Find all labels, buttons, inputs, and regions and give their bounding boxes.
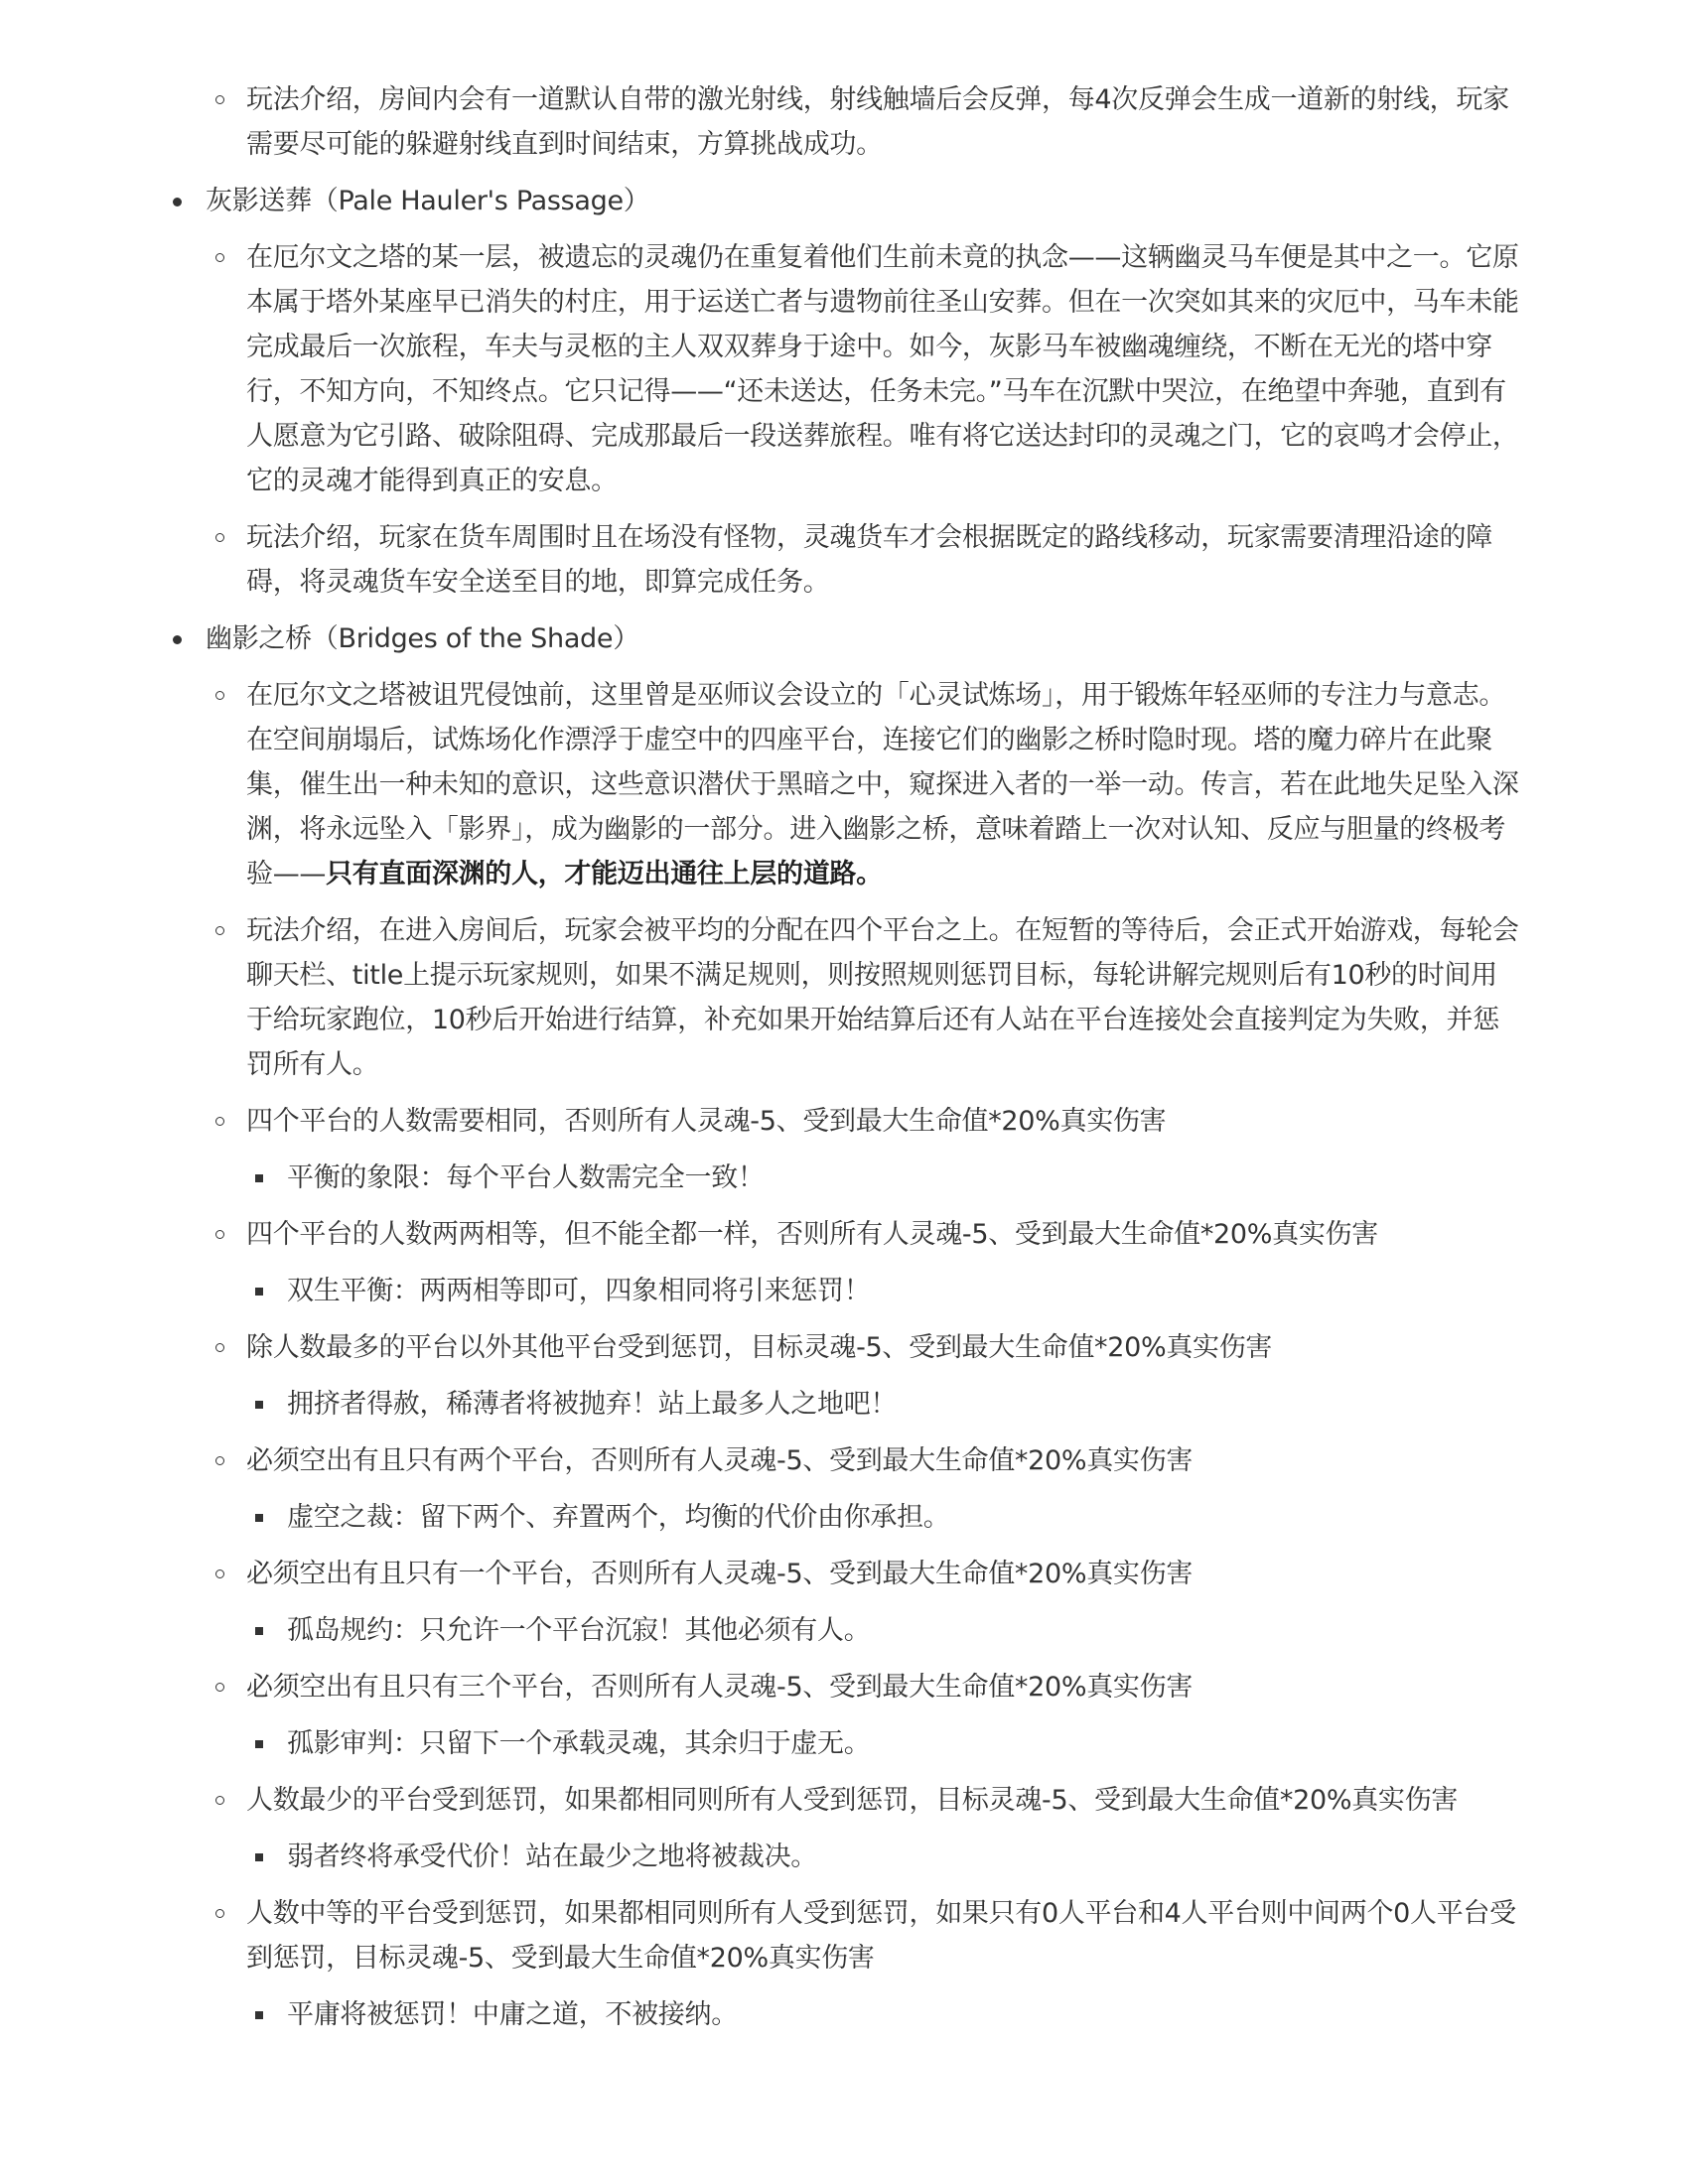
section-title: 灰影送葬（Pale Hauler's Passage） — [206, 186, 650, 216]
circle-bullet-icon — [215, 533, 224, 542]
square-bullet-icon — [255, 2011, 263, 2019]
square-bullet-icon — [255, 1514, 263, 1522]
rule-flavor-text — [287, 1156, 1518, 1200]
item-text: 四个平台的人数需要相同，否则所有人灵魂-5、受到最大生命值*20%真实伤害 — [246, 1106, 1167, 1137]
square-bullet-icon — [255, 1853, 263, 1861]
item-text: 必须空出有且只有一个平台，否则所有人灵魂-5、受到最大生命值*20%真实伤害 — [246, 1559, 1194, 1589]
circle-bullet-icon — [215, 926, 224, 935]
circle-bullet-icon — [215, 1683, 224, 1692]
emphasis-text: 只有直面深渊的人，才能迈出通往上层的道路。 — [326, 859, 883, 889]
item-text: 平衡的象限：每个平台人数需完全一致！ — [287, 1162, 765, 1193]
list-item-laser-rules — [246, 77, 1519, 167]
circle-bullet-icon — [215, 1456, 224, 1465]
item-text: 在厄尔文之塔的某一层，被遗忘的灵魂仍在重复着他们生前未竟的执念——这辆幽灵马车便是其中之一。它原本属于塔外某座早已消失的村庄，用于运送亡者与遗物前往圣山安葬。但在一次突如其来的灾厄中，马车未能完成最后一次旅程，车夫与灵柩的主人双双葬身于途中。如今，灰影马车被幽魂缠绕，不断在无光的塔中穿行，不知方向，不知终点。它只记得——“还未送达，任务未完。”马车在沉默中哭泣，在绝望中奔驰，直到有人愿意为它引路、破除阻碍、完成那最后一段送葬旅程。唯有将它送达封印的灵魂之门，它的哀鸣才会停止，它的灵魂才能得到真正的安息。 — [246, 242, 1519, 496]
rule-item-pairwise-equal — [246, 1212, 1519, 1257]
item-text: 虚空之裁：留下两个、弃置两个，均衡的代价由你承担。 — [287, 1502, 950, 1533]
circle-bullet-icon — [215, 1909, 224, 1918]
list-item-hauler-lore — [246, 235, 1519, 503]
rule-item-most-crowded — [246, 1325, 1519, 1370]
rule-item-one-empty — [246, 1552, 1519, 1596]
item-text: 在厄尔文之塔被诅咒侵蚀前，这里曾是巫师议会设立的「心灵试炼场」，用于锻炼年轻巫师的专注力与意志。在空间崩塌后，试炼场化作漂浮于虚空中的四座平台，连接它们的幽影之桥时隐时现。塔的魔力碎片在此聚集，催生出一种未知的意识，这些意识潜伏于黑暗之中，窥探进入者的一举一动。传言，若在此地失足坠入深渊，将永远坠入「影界」，成为幽影的一部分。进入幽影之桥，意味着踏上一次对认知、反应与胆量的终极考验—— — [246, 680, 1519, 889]
rule-flavor-text — [287, 1721, 1518, 1766]
disc-bullet-icon — [173, 635, 182, 644]
item-text: 四个平台的人数两两相等，但不能全都一样，否则所有人灵魂-5、受到最大生命值*20%真实伤害 — [246, 1219, 1378, 1250]
item-text: 孤岛规约：只允许一个平台沉寂！其他必须有人。 — [287, 1615, 871, 1646]
list-item-hauler-rules — [246, 515, 1519, 605]
section-title: 幽影之桥（Bridges of the Shade） — [206, 623, 639, 654]
circle-bullet-icon — [215, 1570, 224, 1578]
square-bullet-icon — [255, 1288, 263, 1296]
item-text: 除人数最多的平台以外其他平台受到惩罚，目标灵魂-5、受到最大生命值*20%真实伤害 — [246, 1332, 1273, 1363]
list-item-bridges-lore — [246, 673, 1519, 896]
item-text: 玩法介绍，房间内会有一道默认自带的激光射线，射线触墙后会反弹，每4次反弹会生成一道新的射线，玩家需要尽可能的躲避射线直到时间结束，方算挑战成功。 — [246, 84, 1509, 160]
circle-bullet-icon — [215, 95, 224, 104]
square-bullet-icon — [255, 1174, 263, 1182]
item-text: 人数中等的平台受到惩罚，如果都相同则所有人受到惩罚，如果只有0人平台和4人平台则中间两个0人平台受到惩罚，目标灵魂-5、受到最大生命值*20%真实伤害 — [246, 1898, 1516, 1974]
rule-item-least-crowded — [246, 1778, 1519, 1823]
item-text: 弱者终将承受代价！站在最少之地将被裁决。 — [287, 1842, 817, 1872]
item-text: 必须空出有且只有三个平台，否则所有人灵魂-5、受到最大生命值*20%真实伤害 — [246, 1672, 1194, 1703]
rule-flavor-text — [287, 1835, 1518, 1879]
rule-item-equal-counts — [246, 1099, 1519, 1144]
square-bullet-icon — [255, 1627, 263, 1635]
rule-flavor-text — [287, 1495, 1518, 1540]
list-item-bridges-rules — [246, 908, 1519, 1087]
section-bridges-of-the-shade — [206, 616, 1467, 661]
circle-bullet-icon — [215, 1343, 224, 1352]
section-pale-haulers-passage — [206, 179, 1467, 223]
rule-item-middle-count — [246, 1891, 1519, 1980]
item-text: 玩法介绍，在进入房间后，玩家会被平均的分配在四个平台之上。在短暂的等待后，会正式开始游戏，每轮会聊天栏、title上提示玩家规则，如果不满足规则，则按照规则惩罚目标，每轮讲解完规则后有10秒的时间用于给玩家跑位，10秒后开始进行结算，补充如果开始结算后还有人站在平台连接处会直接判定为失败，并惩罚所有人。 — [246, 915, 1519, 1080]
circle-bullet-icon — [215, 1230, 224, 1239]
item-text: 双生平衡：两两相等即可，四象相同将引来惩罚！ — [287, 1276, 871, 1306]
circle-bullet-icon — [215, 1796, 224, 1805]
item-text: 孤影审判：只留下一个承载灵魂，其余归于虚无。 — [287, 1728, 871, 1759]
disc-bullet-icon — [173, 198, 182, 206]
circle-bullet-icon — [215, 691, 224, 700]
item-text: 平庸将被惩罚！中庸之道，不被接纳。 — [287, 1999, 738, 2030]
item-text: 拥挤者得赦，稀薄者将被抛弃！站上最多人之地吧！ — [287, 1389, 898, 1420]
rule-flavor-text — [287, 1382, 1518, 1427]
circle-bullet-icon — [215, 1117, 224, 1126]
document-body — [0, 77, 1688, 2049]
rule-flavor-text — [287, 1992, 1518, 2037]
rule-flavor-text — [287, 1269, 1518, 1313]
square-bullet-icon — [255, 1740, 263, 1748]
rule-item-two-empty — [246, 1438, 1519, 1483]
item-text: 必须空出有且只有两个平台，否则所有人灵魂-5、受到最大生命值*20%真实伤害 — [246, 1445, 1194, 1476]
square-bullet-icon — [255, 1401, 263, 1409]
item-text: 人数最少的平台受到惩罚，如果都相同则所有人受到惩罚，目标灵魂-5、受到最大生命值*20%真实伤害 — [246, 1785, 1459, 1816]
circle-bullet-icon — [215, 253, 224, 262]
item-text: 玩法介绍，玩家在货车周围时且在场没有怪物，灵魂货车才会根据既定的路线移动，玩家需要清理沿途的障碍，将灵魂货车安全送至目的地，即算完成任务。 — [246, 522, 1492, 598]
rule-flavor-text — [287, 1608, 1518, 1653]
rule-item-three-empty — [246, 1665, 1519, 1709]
